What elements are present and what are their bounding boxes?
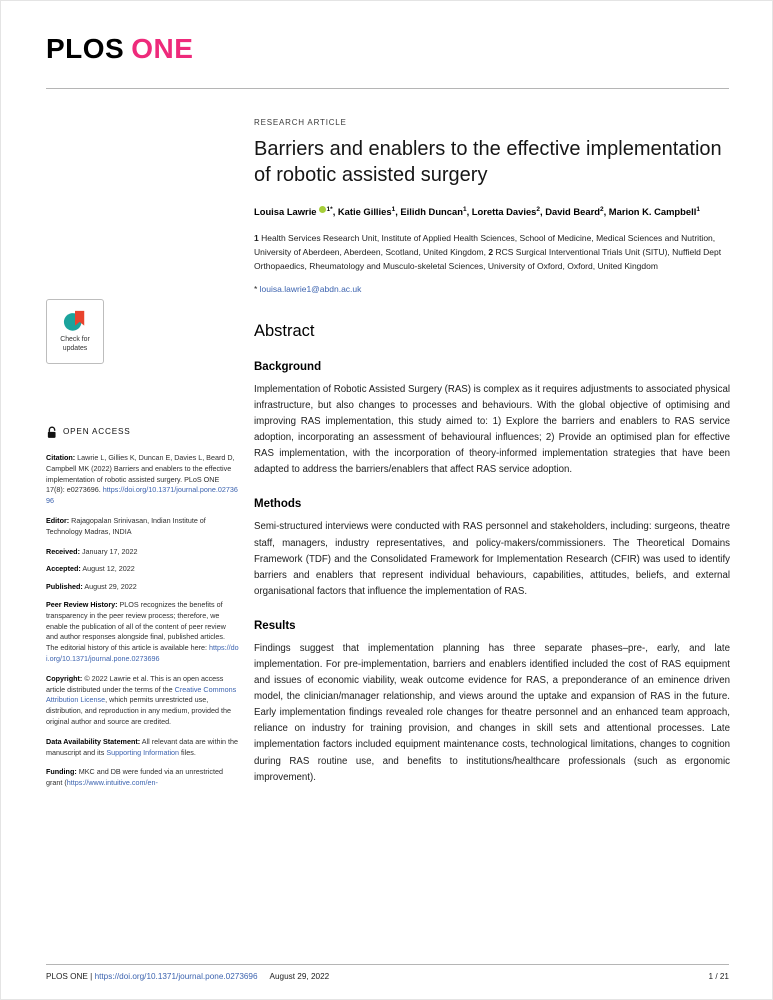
received-label: Received: — [46, 546, 80, 556]
open-access-row — [46, 426, 239, 439]
section-body-methods: Semi-structured interviews were conducted with RAS personnel and stakeholders, including: surgeons, theatre staff, managers, industry representatives, and policy-makers/commissioners. The Theoretical Domains Framework (TDF) and the Consolidated Framework for Implementation Research (CFIR) was used to identify barriers and enablers that represent individual behaviours, capabilities, attitudes, beliefs, and external organisational factors that influence the implementation of RAS. — [254, 521, 730, 597]
section-heading-results: Results — [254, 619, 296, 632]
accepted-label: Accepted: — [46, 564, 81, 574]
footer-divider — [46, 964, 729, 965]
funding-link[interactable]: https://www.intuitive.com/en- — [66, 778, 158, 788]
author-name: David Beard — [545, 206, 600, 217]
footer-page-number: 1 / 21 — [708, 972, 729, 981]
peer-review-doi-link[interactable]: https://doi.org/10.1371/journal.pone.0273696 — [46, 643, 239, 663]
section-body-background: Implementation of Robotic Assisted Surgery (RAS) is complex as it requires adjustments to associated physical infrastructure, but also changes to processes and behaviours. With the global objective of optimising and improving RAS implementation, this study aimed to: 1) Explore the barriers and enablers to RAS service adoption, incorporating an assessment of behavioural influences; 2) Provide an optimised plan for effective RAS implementation, with the incorporation of theory-informed implementation strategies that have been adapted to address the barriers/enablers that affect RAS service adoption. — [254, 383, 730, 476]
author-name: Louisa Lawrie — [254, 206, 317, 217]
section-heading-background: Background — [254, 360, 322, 373]
citation-doi-link[interactable]: https://doi.org/10.1371/journal.pone.0273696 — [46, 485, 238, 506]
logo-one-text: ONE — [131, 33, 194, 64]
funding-label: Funding: — [46, 767, 77, 777]
logo-plos-text: PLOS — [46, 33, 125, 64]
citation-label: Citation: — [46, 453, 76, 462]
affiliations: 1 Health Services Research Unit, Institute of Applied Health Sciences, School of Medicine, Medical Sciences and Nutrition, University of Aberdeen, Aberdeen, Scotland, United Kingdom, 2 RCS Surgical Interventional Trials Unit (SITU), Nuffield Dept Orthopaedics, Rheumatology and Musculo-skeletal Sciences, University of Oxford, Oxford, United Kingdom — [254, 232, 722, 271]
author-name: Katie Gillies — [337, 206, 392, 217]
email-link[interactable]: louisa.lawrie1@abdn.ac.uk — [259, 283, 362, 294]
section-heading-methods: Methods — [254, 498, 302, 511]
section-body-results: Findings suggest that implementation planning has three separate phases–pre-, early, and late implementation. For pre-implementation, barriers and enablers identified included the cost of RAS equipment and issues of economic viability, weak outcome evidence for RAS, a preponderance of an eminence driven model, the clinician/manager relationship, and views around the uptake and expansion of RAS in the future. Early implementation findings revealed role changes for theatre personnel and an enhanced team approach, reliance on industry for training provision, and changes in skill sets and attentional processes. Late implementation factors included equipment maintenance costs, technological limitations, changes to cognition during RAS routine use, and benefits to institutions/healthcare professionals (such as ergonomic improvement). — [254, 642, 730, 783]
open-access-label: OPEN ACCESS — [63, 427, 131, 437]
open-lock-icon — [46, 426, 58, 439]
header-divider — [46, 88, 729, 89]
data-availability-block: Data Availability Statement: All relevant data are within the manuscript and its Supporting Information files. — [46, 736, 239, 757]
received-block: Received: January 17, 2022 — [46, 546, 138, 556]
author-name: Marion K. Campbell — [608, 206, 697, 217]
supporting-information-link[interactable]: Supporting Information — [106, 747, 180, 757]
published-block: Published: August 29, 2022 — [46, 582, 137, 592]
copyright-label: Copyright: — [46, 673, 83, 683]
editor-block: Editor: Rajagopalan Srinivasan, Indian Institute of Technology Madras, INDIA — [46, 515, 206, 536]
crossmark-icon — [63, 309, 87, 333]
peer-review-label: Peer Review History: — [46, 599, 118, 609]
abstract-heading: Abstract — [254, 321, 315, 340]
corresponding-email: * louisa.lawrie1@abdn.ac.uk — [254, 283, 362, 294]
sidebar — [46, 299, 239, 798]
author-list: Louisa Lawrie $^{1*}$, Katie Gillies$^1$, Eilidh Duncan$^1$, Loretta Davies$^2$, David Beard$^2$, Marion K. Campbell$^1$ — [254, 205, 700, 217]
peer-review-block: Peer Review History: PLOS recognizes the benefits of transparency in the peer review process; therefore, we enable the publication of all of the content of peer review and author responses alongside final, published articles. The editorial history of this article is available here: https://doi.org/10.1371/journal.pone.0273696 — [46, 599, 239, 663]
article-type-label: RESEARCH ARTICLE — [254, 118, 347, 127]
footer — [46, 972, 729, 981]
footer-journal: PLOS ONE — [46, 972, 88, 981]
author-name: Eilidh Duncan — [400, 206, 463, 217]
check-for-updates-label: Check for updates — [60, 336, 90, 352]
copyright-block: Copyright: © 2022 Lawrie et al. This is an open access article distributed under the terms of the Creative Commons Attribution License, which permits unrestricted use, distribution, and reproduction in any medium, provided the original author and source are credited. — [46, 673, 237, 726]
article-main — [254, 118, 730, 786]
editor-label: Editor: — [46, 515, 70, 525]
author-name: Loretta Davies — [471, 206, 537, 217]
funding-block: Funding: MKC and DB were funded via an unrestricted grant (https://www.intuitive.com/en- — [46, 767, 223, 788]
accepted-block: Accepted: August 12, 2022 — [46, 564, 135, 574]
orcid-icon[interactable] — [319, 206, 326, 213]
citation-block: Citation: Lawrie L, Gillies K, Duncan E, Davies L, Beard D, Campbell MK (2022) Barriers and enablers to the effective implementation of robotic assisted surgery. PLoS ONE 17(8): e0273696. https://doi.org/10.1371/journal.pone.0273696 — [46, 453, 238, 506]
footer-date: August 29, 2022 — [269, 972, 330, 981]
data-availability-label: Data Availability Statement: — [46, 736, 141, 746]
cc-license-link[interactable]: Creative Commons Attribution License — [46, 684, 237, 705]
check-for-updates-badge[interactable] — [46, 299, 104, 364]
article-title: Barriers and enablers to the effective implementation of robotic assisted surgery — [254, 138, 722, 186]
plos-one-logo — [46, 33, 193, 65]
published-label: Published: — [46, 582, 83, 592]
footer-left: PLOS ONE | https://doi.org/10.1371/journal.pone.0273696 August 29, 2022 — [46, 972, 330, 981]
footer-doi-link[interactable]: https://doi.org/10.1371/journal.pone.0273696 — [94, 972, 258, 981]
